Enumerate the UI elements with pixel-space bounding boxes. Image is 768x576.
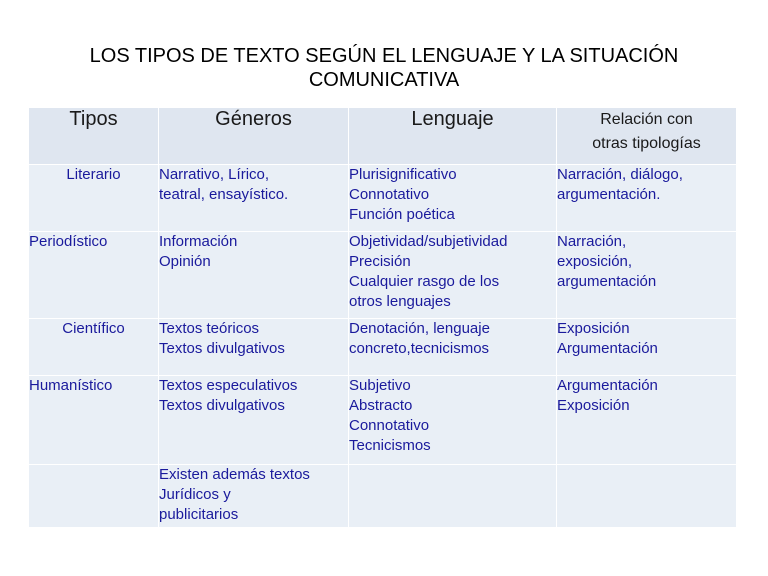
lenguaje-line: Plurisignificativo <box>349 166 457 183</box>
relacion-cell <box>557 319 737 376</box>
lenguaje-line: concreto,tecnicismos <box>349 340 490 357</box>
header-relacion <box>557 108 737 165</box>
header-generos: Géneros <box>159 108 349 165</box>
lenguaje-line: Precisión <box>349 253 411 270</box>
relacion-cell <box>557 376 737 465</box>
relacion-cell <box>557 165 737 232</box>
generos-line: Textos divulgativos <box>159 397 285 414</box>
tipo-label: Literario <box>66 166 121 183</box>
header-relacion-line-1: Relación con <box>600 111 693 128</box>
generos-line: Jurídicos y <box>159 486 231 503</box>
text-types-table <box>28 107 737 528</box>
tipo-cell <box>29 376 159 465</box>
title-line-1: LOS TIPOS DE TEXTO SEGÚN EL LENGUAJE Y LA SITUACIÓN <box>89 45 679 67</box>
tipo-cell <box>29 232 159 319</box>
generos-line: Información <box>159 233 238 250</box>
generos-line: teatral, ensayístico. <box>159 186 289 203</box>
generos-line: Opinión <box>159 253 211 270</box>
lenguaje-line: otros lenguajes <box>349 293 451 310</box>
lenguaje-line: Objetividad/subjetividad <box>349 233 508 250</box>
lenguaje-line: Función poética <box>349 206 455 223</box>
tipo-cell <box>29 319 159 376</box>
lenguaje-cell <box>349 465 557 528</box>
relacion-line: argumentación. <box>557 186 661 203</box>
generos-line: Textos divulgativos <box>159 340 285 357</box>
lenguaje-cell <box>349 319 557 376</box>
tipo-label: Científico <box>62 320 125 337</box>
lenguaje-line: Tecnicismos <box>349 437 431 454</box>
generos-line: Textos especulativos <box>159 377 298 394</box>
lenguaje-cell <box>349 232 557 319</box>
generos-cell <box>159 319 349 376</box>
header-relacion-line-2: otras tipologías <box>592 135 701 152</box>
lenguaje-line: Abstracto <box>349 397 413 414</box>
generos-cell <box>159 232 349 319</box>
header-tipos: Tipos <box>29 108 159 165</box>
lenguaje-line: Connotativo <box>349 417 430 434</box>
relacion-line: exposición, <box>557 253 633 270</box>
generos-line: Narrativo, Lírico, <box>159 166 270 183</box>
lenguaje-line: Cualquier rasgo de los <box>349 273 500 290</box>
generos-line: Existen además textos <box>159 466 310 483</box>
lenguaje-line: Denotación, lenguaje <box>349 320 490 337</box>
relacion-line: Argumentación <box>557 340 658 357</box>
table-row <box>29 165 737 232</box>
lenguaje-line: Subjetivo <box>349 377 411 394</box>
lenguaje-cell <box>349 165 557 232</box>
relacion-line: argumentación <box>557 273 657 290</box>
header-lenguaje: Lenguaje <box>349 108 557 165</box>
tipo-label: Periodístico <box>29 233 108 250</box>
relacion-line: Narración, diálogo, <box>557 166 683 183</box>
generos-line: Textos teóricos <box>159 320 260 337</box>
relacion-cell <box>557 465 737 528</box>
table-row <box>29 465 737 528</box>
table-row <box>29 232 737 319</box>
tipo-cell <box>29 465 159 528</box>
tipo-cell <box>29 165 159 232</box>
relacion-line: Narración, <box>557 233 627 250</box>
slide-title <box>20 44 748 92</box>
generos-line: publicitarios <box>159 506 239 523</box>
lenguaje-line: Connotativo <box>349 186 430 203</box>
relacion-line: Argumentación <box>557 377 658 394</box>
relacion-line: Exposición <box>557 397 630 414</box>
table-row <box>29 319 737 376</box>
title-line-2: COMUNICATIVA <box>308 69 460 91</box>
generos-cell <box>159 465 349 528</box>
table-row <box>29 376 737 465</box>
generos-cell <box>159 165 349 232</box>
relacion-cell <box>557 232 737 319</box>
lenguaje-cell <box>349 376 557 465</box>
header-row <box>29 108 737 165</box>
generos-cell <box>159 376 349 465</box>
relacion-line: Exposición <box>557 320 630 337</box>
tipo-label: Humanístico <box>29 377 113 394</box>
